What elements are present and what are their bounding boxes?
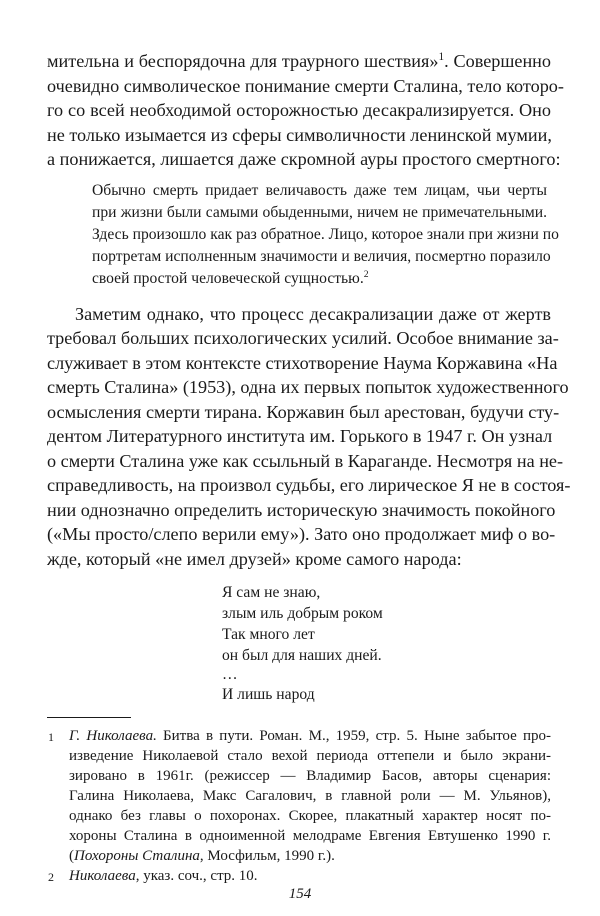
footnote-film-title: Похороны Сталина [74,848,200,864]
footnote-author: Николаева [69,868,136,884]
quote-line [92,268,369,287]
paragraph2-line: («Мы просто/слепо верили ему»). Зато оно продолжает миф о во- [47,524,556,544]
verse-line: … [222,666,238,683]
quote-line: Здесь произошло как раз обратное. Лицо, которое знали при жизни по [92,226,559,243]
paragraph1-line [47,52,551,70]
paragraph2-line: осмысления смерти тирана. Коржавин был арестован, будучи сту- [47,402,560,422]
quote-text: своей простой человеческой сущностью. [92,270,364,287]
footnote-ref-1[interactable]: 1 [438,50,445,63]
paragraph1-text: мительна и беспорядочна для траурного шествия» [47,51,439,71]
paragraph1-text: . Совершенно [444,51,552,71]
footnote-number: 2 [48,870,54,884]
paragraph2-line: служивает в этом контексте стихотворение Наума Коржавина «На [47,353,558,373]
paragraph2-line: о смерти Сталина уже как ссыльный в Караганде. Несмотря на не- [47,451,564,471]
verse-line: Так много лет [222,626,315,643]
verse-line: злым иль добрым роком [222,605,383,622]
paragraph2-line: нии однозначно определить историческую значимость покойного [47,500,556,520]
quote-line: Обычно смерть придает величавость даже тем лицам, чьи черты [92,182,547,199]
paragraph2-line: Заметим однако, что процесс десакрализации даже от жертв [75,304,551,324]
footnote-separator [47,717,131,718]
footnote-ref-2[interactable]: 2 [363,268,369,280]
paragraph1-line: не только изымается из сферы символичности ленинской мумии, [47,125,552,145]
footnote-text: , указ. соч., стр. 10. [135,868,258,884]
footnote-line [69,729,551,744]
footnote-line [69,849,335,864]
footnote-author: Г. Николаева. [69,728,157,744]
footnote-line: Галина Николаева, Макс Сагалович, в главной роли — М. Ульянов), [69,788,551,804]
paragraph2-line: дентом Литературного института им. Горького в 1947 г. Он узнал [47,426,553,446]
footnote-line: однако без главы о похоронах. Скорее, плакатный характер носят по- [69,808,551,824]
footnote-line [69,869,258,884]
page-number: 154 [288,886,312,902]
paragraph1-line: а понижается, лишается даже скромной ауры простого смертного: [47,149,561,169]
footnote-text: ( [69,848,74,864]
verse-line: Я сам не знаю, [222,584,321,601]
footnote-number: 1 [48,730,54,744]
footnote-line: зировано в 1961г. (режиссер — Владимир Басов, авторы сценария: [69,768,551,784]
paragraph2-line: смерть Сталина» (1953), одна их первых попыток художественного [47,377,569,397]
quote-line: портретам исполненным значимости и величия, посмертно поразило [92,248,551,265]
paragraph1-line: очевидно символическое понимание смерти Сталина, тело которо- [47,76,564,96]
verse-line: И лишь народ [222,686,315,703]
footnote-line: хороны Сталина в одноименной мелодраме Евгения Евтушенко 1990 г. [69,828,551,844]
footnote-line: изведение Николаевой стало вехой периода оттепели и было экрани- [69,748,551,764]
paragraph2-line: справедливость, на произвол судьбы, его лирическое Я не в состоя- [47,475,571,495]
paragraph2-line: жде, который «не имел друзей» кроме самого народа: [47,549,462,569]
verse-line: он был для наших дней. [222,647,382,664]
paragraph2-line: требовал больших психологических усилий. Особое внимание за- [47,328,559,348]
quote-line: при жизни были самыми обыденными, ничем не примечательными. [92,204,547,221]
footnote-text: Битва в пути. Роман. М., 1959, стр. 5. Ныне забытое про- [156,728,552,744]
paragraph1-line: го со всей необходимой осторожностью десакрализируется. Оно [47,100,551,120]
footnote-text: , Мосфильм, 1990 г.). [199,848,335,864]
